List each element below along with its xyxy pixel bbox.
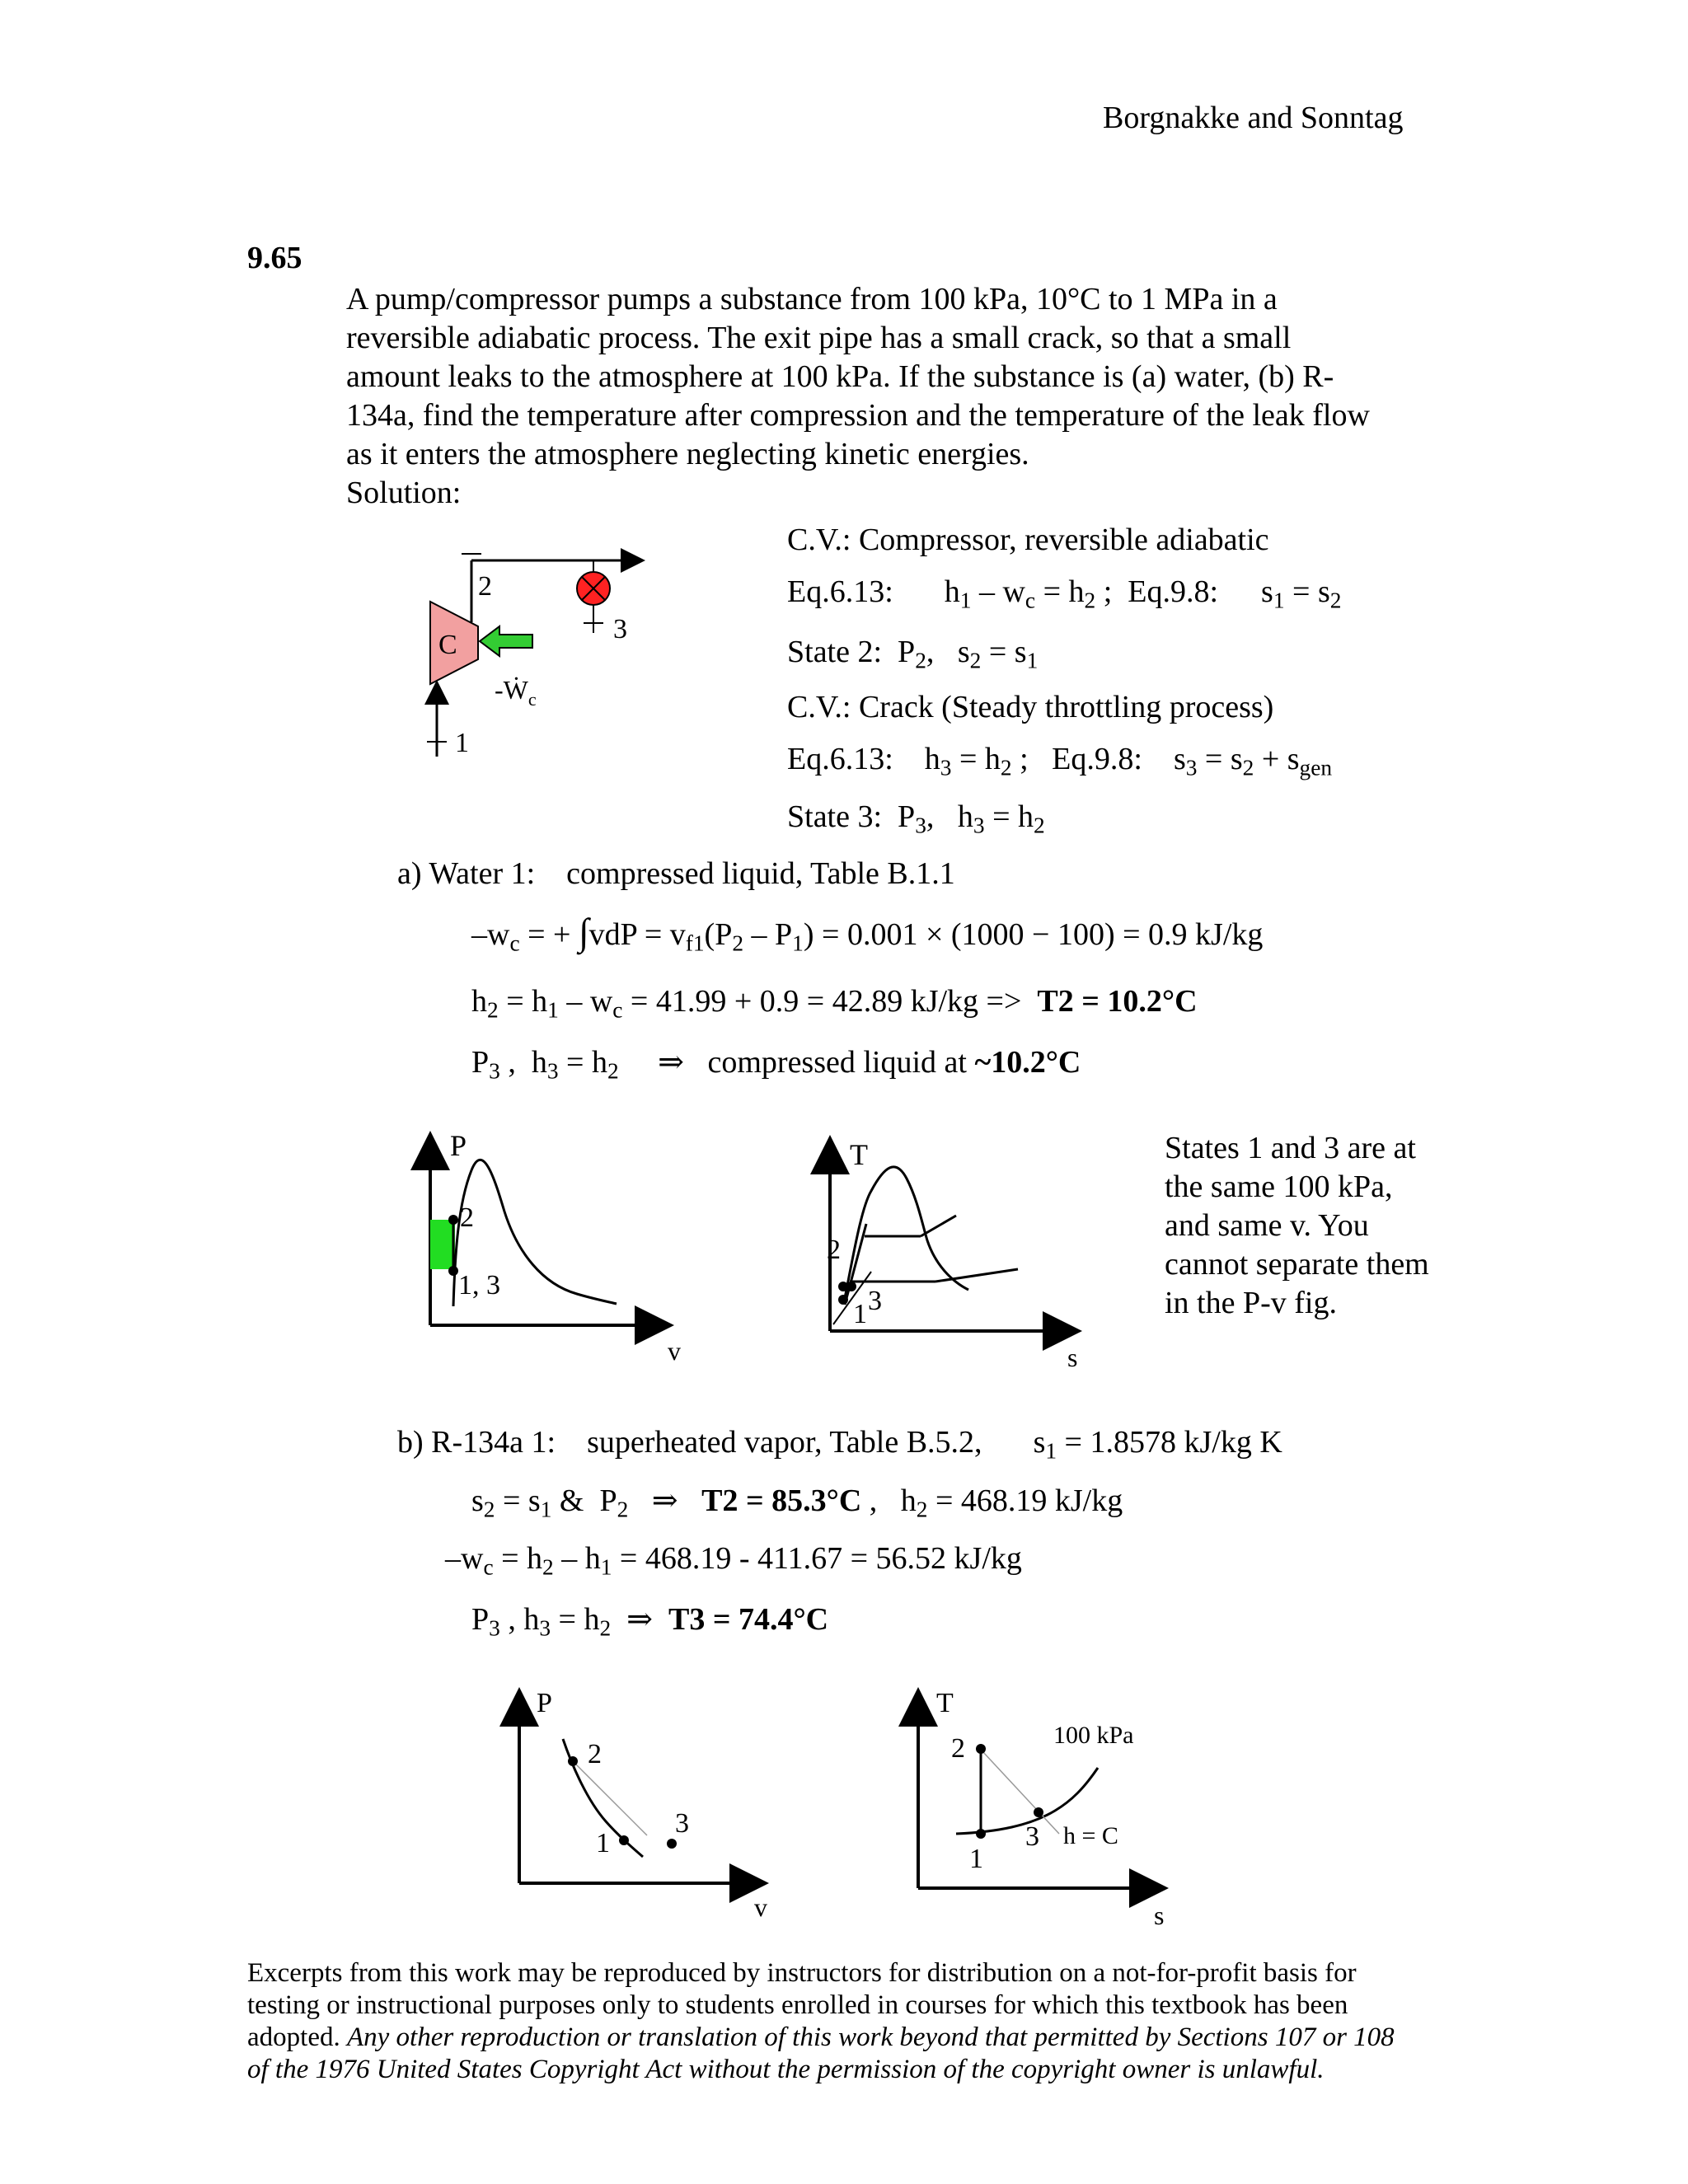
statement-line: A pump/compressor pumps a substance from 100 kPa, 10°C to 1 MPa in a — [346, 282, 1278, 316]
r134a-ts-label3: 3 — [1025, 1821, 1039, 1852]
part-a-h2-equation: $h_2 = h_1 - w_c = 41.99 + 0.9 = 42.89$ kJ/kg => T2 = 10.2°C — [471, 984, 1198, 1023]
note-line: in the P-v fig. — [1165, 1286, 1337, 1320]
solution-label: Solution: — [346, 476, 462, 510]
part-b-state2: $s_2 = s_1$ & $P_2$ ⇒ T2 = 85.3°C , $h_2 = 468.19$ kJ/kg — [471, 1483, 1123, 1522]
note-line: cannot separate them — [1165, 1247, 1429, 1282]
r134a-pv-label1: 1 — [596, 1828, 610, 1858]
water-pv-axis-p: P — [450, 1129, 467, 1162]
r134a-ts-isobar-label: 100 kPa — [1053, 1722, 1134, 1749]
cv-compressor-equations: Eq.6.13: $h_1 - w_c = h_2$ ; Eq.9.8: $s_1 = s_2$ — [787, 574, 1342, 613]
note-line: the same 100 kPa, — [1165, 1169, 1393, 1204]
water-ts-label3: 3 — [868, 1286, 882, 1316]
r134a-ts-diagram — [907, 1685, 1203, 1933]
r134a-pv-label2: 2 — [588, 1739, 602, 1769]
r134a-ts-hconst-label: h = C — [1063, 1822, 1118, 1849]
r134a-ts-axis-t: T — [936, 1688, 954, 1718]
water-ts-diagram — [820, 1133, 1117, 1372]
problem-statement — [346, 280, 1370, 513]
footer-line: adopted. Any other reproduction or translation of this work beyond that permitted by Sections 107 or 108 — [247, 2022, 1395, 2052]
cv-crack-equations: Eq.6.13: $h_3 = h_2$ ; Eq.9.8: $s_3 = s_2 + s_{gen}$ — [787, 742, 1333, 780]
header-author: Borgnakke and Sonntag — [1103, 101, 1404, 135]
statement-line: 134a, find the temperature after compression and the temperature of the leak flow — [346, 398, 1370, 433]
problem-number: 9.65 — [247, 241, 302, 275]
water-ts-axis-t: T — [850, 1138, 868, 1171]
statement-line: amount leaks to the atmosphere at 100 kPa. If the substance is (a) water, (b) R- — [346, 359, 1334, 394]
r134a-ts-axis-s: s — [1154, 1900, 1165, 1930]
cv-state2: State 2: $P_2$, $s_2 = s_1$ — [787, 635, 1039, 673]
schematic-state3: 3 — [613, 614, 627, 644]
part-b-heading: b) R-134a 1: superheated vapor, Table B.5.2, $s_1 = 1.8578$ kJ/kg K — [397, 1425, 1282, 1464]
schematic-state1: 1 — [455, 728, 469, 758]
compressor-schematic — [396, 536, 676, 783]
part-a-work-equation: $-w_c$ = + $\int vdP = v_{f1}(P_2 - P_1) = 0.001 \times (1000 - 100) = 0.9$ kJ/kg — [471, 911, 1264, 956]
statement-line: as it enters the atmosphere neglecting kinetic energies. — [346, 437, 1029, 471]
footer-notice — [247, 1957, 1395, 2086]
footer-line: of the 1976 United States Copyright Act without the permission of the copyright owner is unlawful. — [247, 2055, 1325, 2084]
schematic-state2: 2 — [478, 571, 492, 602]
schematic-work-label: -Ẇ$_c$ — [495, 675, 537, 710]
water-ts-label1: 1 — [853, 1299, 867, 1329]
footer-line: testing or instructional purposes only to students enrolled in courses for which this textbook has been — [247, 1990, 1348, 2020]
part-b-leak-equation: $P_3$ , $h_3 = h_2$ ⇒ T3 = 74.4°C — [471, 1602, 829, 1641]
r134a-pv-axis-p: P — [537, 1688, 552, 1718]
r134a-pv-diagram — [507, 1685, 787, 1924]
cv-compressor: C.V.: Compressor, reversible adiabatic — [787, 523, 1269, 557]
water-pv-axis-v: v — [668, 1336, 681, 1366]
water-ts-label2: 2 — [827, 1235, 841, 1265]
work-arrow-icon — [480, 626, 532, 656]
footer-line: Excerpts from this work may be reproduced by instructors for distribution on a not-for-profit basis for — [247, 1958, 1357, 1988]
part-a-diagram-note — [1165, 1129, 1429, 1323]
r134a-ts-label2: 2 — [951, 1733, 965, 1764]
note-line: States 1 and 3 are at — [1165, 1131, 1416, 1165]
part-a-heading: a) Water 1: compressed liquid, Table B.1.1 — [397, 856, 955, 891]
statement-line: reversible adiabatic process. The exit pipe has a small crack, so that a small — [346, 321, 1292, 355]
part-b-work-equation: $-w_c = h_2 - h_1 = 468.19 - 411.67 = 56.52$ kJ/kg — [445, 1541, 1022, 1580]
water-pv-diagram — [412, 1129, 692, 1368]
water-pv-region — [430, 1220, 455, 1269]
cv-state3: State 3: $P_3$, $h_3 = h_2$ — [787, 799, 1045, 838]
part-a-leak-equation: $P_3$ , $h_3 = h_2$ ⇒ compressed liquid at ~10.2°C — [471, 1045, 1081, 1084]
r134a-pv-label3: 3 — [675, 1808, 689, 1839]
cv-crack: C.V.: Crack (Steady throttling process) — [787, 690, 1274, 724]
water-pv-label13: 1, 3 — [458, 1270, 500, 1301]
water-pv-label2: 2 — [460, 1202, 474, 1233]
r134a-pv-axis-v: v — [754, 1892, 767, 1922]
note-line: and same v. You — [1165, 1208, 1369, 1243]
schematic-compressor: C — [438, 630, 457, 660]
water-ts-axis-s: s — [1067, 1343, 1078, 1372]
r134a-ts-label1: 1 — [969, 1844, 983, 1874]
